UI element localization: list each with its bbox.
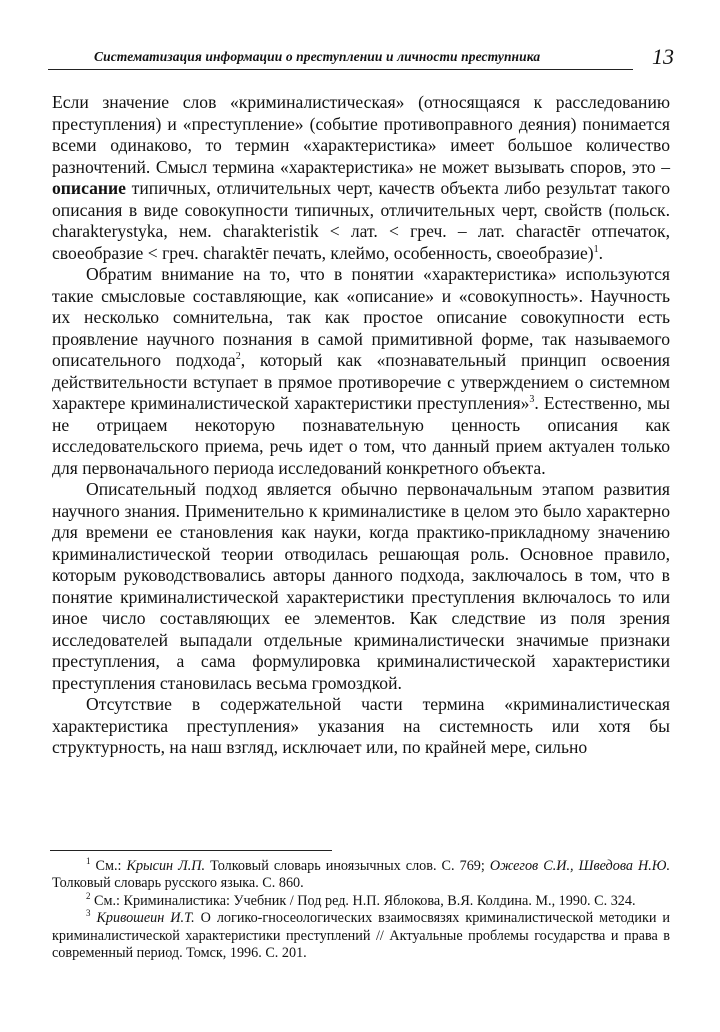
page-header — [48, 44, 678, 74]
footnote-1-author-1: Крысин Л.П. — [126, 858, 206, 874]
paragraph-3: Описательный подход является обычно первоначальным этапом развития научного знания. Применительно к криминалистике в целом это было характерно для времени ее становления как науки, когда практико-прикладному значению криминалистической теории отводилась решающая роль. Основное правило, которым руководствовались авторы данного подхода, заключалось в том, что в понятие криминалистической характеристики преступления включалось то или иное число составляющих ее элементов. Как следствие из поля зрения исследователей выпадали отдельные криминалистически значимые признаки преступления, а сама формулировка криминалистической характеристики преступления становилась весьма громоздкой. — [52, 479, 670, 693]
emphasis-term: описание — [52, 178, 126, 198]
footnote-2-number: 2 — [86, 890, 91, 901]
footnote-2-text: См.: Криминалистика: Учебник / Под ред. Н.П. Яблокова, В.Я. Колдина. М., 1990. С. 324. — [94, 892, 636, 909]
footnote-3-text: О логико-гносеологических взаимосвязях криминалистической методики и криминалистической характеристики преступлений // Актуальные проблемы государства и права в современный период. Томск, 1996. С. 201. — [52, 910, 671, 962]
footnote-rule — [50, 850, 332, 851]
paragraph-2 — [52, 264, 670, 479]
footnote-1-part-2: Толковый словарь иноязычных слов. С. 769; — [205, 858, 490, 874]
footnotes — [52, 858, 670, 962]
footnote-1-number: 1 — [86, 856, 91, 866]
footnote-3 — [52, 910, 670, 962]
footnote-ref-1[interactable]: 1 — [593, 243, 599, 255]
paragraph-1 — [52, 92, 670, 264]
paragraph-4: Отсутствие в содержательной части термина «криминалистическая характеристика преступления» указания на системность или хотя бы структурность, на наш взгляд, исключает или, по крайней мере, сильно — [52, 694, 670, 757]
footnote-1 — [52, 858, 670, 893]
paragraph-1-part-1: Если значение слов «криминалистическая» (относящаяся к расследованию преступления) и «преступление» (событие противоправного деяния) понимается всеми одинаково, то термин «характеристика» имеет большое количество разночтений. Смысл термина «характеристика» не может вызывать споров, это – — [52, 92, 670, 177]
paragraph-1-part-3: . — [598, 242, 604, 263]
footnote-3-author: Кривошеин И.Т. — [96, 910, 195, 927]
footnote-3-number: 3 — [86, 908, 91, 919]
footnote-ref-3[interactable]: 3 — [529, 394, 535, 405]
footnote-1-author-2: Ожегов С.И., Шведова Н.Ю. — [489, 858, 670, 874]
body-text — [52, 92, 670, 759]
footnote-ref-2[interactable]: 2 — [235, 351, 241, 362]
header-rule — [48, 69, 633, 70]
running-title: Систематизация информации о преступлении и личности преступника — [94, 49, 541, 64]
page-number: 13 — [652, 44, 674, 69]
footnote-1-part-1: См.: — [95, 858, 127, 874]
paragraph-2-part-2: , который как «познавательный принцип освоения действительности вступает в прямое противоречие с утверждением о системном характере криминалистической характеристики преступления» — [52, 350, 670, 413]
paragraph-2-part-1: Обратим внимание на то, что в понятии «характеристика» используются такие смысловые составляющие, как «описание» и «совокупность». Научность их несколько сомнительна, так как простое описание совокупности есть проявление научного познания в самой примитивной форме, так называемого описательного подхода — [52, 264, 670, 370]
footnote-1-part-3: Толковый словарь русского языка. С. 860. — [52, 875, 304, 892]
paragraph-2-part-3: . Естественно, мы не отрицаем некоторую познавательную ценность описания как исследовательского приема, речь идет о том, что данный прием актуален только для первоначального периода исследований конкретного объекта. — [52, 393, 670, 478]
footnote-2 — [52, 890, 670, 910]
paragraph-1-part-2: типичных, отличительных черт, качеств объекта либо результат такого описания в виде совокупности типичных, отличительных черт, свойств (польск. charakterystyka, нем. charakteristik < лат. < греч. – лат. charactēr отпечаток, своеобразие < греч. charaktēr печать, клеймо, особенность, своеобразие) — [52, 178, 670, 263]
